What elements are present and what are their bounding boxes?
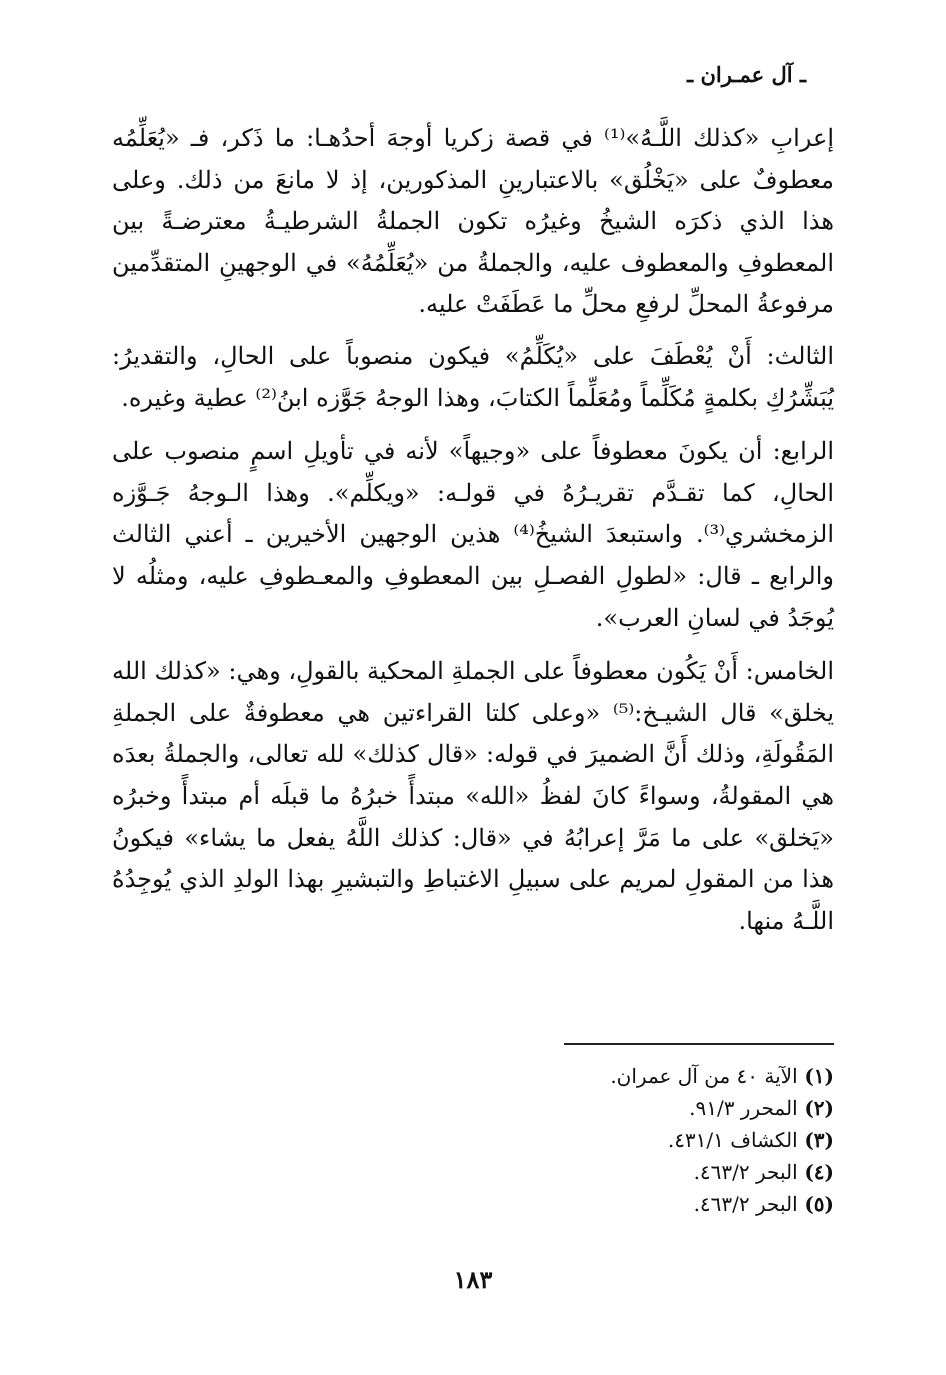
paragraph-2: الثالث: أَنْ يُعْطَفَ على «يُكَلِّمُ» فيكون منصوباً على الحالِ، والتقديرُ: يُبَشِّرُكِ بكلمةٍ مُكَلِّماً ومُعَلِّماً الكتابَ، وهذا الوجهُ جَوَّزه ابنُ⁽²⁾ عطية وغيره. — [112, 341, 834, 412]
footnote-item — [414, 1124, 834, 1156]
footnote-item — [414, 1092, 834, 1124]
paragraph-1: إعرابِ «كذلك اللَّـهُ»⁽¹⁾ في قصة زكريا أوجهَ أحدُهـا: ما ذَكر، فـ «يُعَلِّمُه معطوفٌ على «يَخْلُق» بالاعتبارينِ المذكورين، إذ لا مانعَ من ذلك. وعلى هذا الذي ذكرَه الشيخُ وغيرُه تكون الجملةُ الشرطيـةُ معترضـةً بين المعطوفِ والمعطوف عليه، والجملةُ من «يُعَلِّمُهُ» في الوجهينِ المتقدِّمين مرفوعةُ المحلِّ لرفعِ محلِّ ما عَطَفَتْ عليه. — [112, 124, 835, 319]
footnote-number: (٣) — [804, 1128, 834, 1152]
paragraph-4: الخامس: أَنْ يَكُون معطوفاً على الجملةِ المحكية بالقولِ، وهي: «كذلك الله يخلق» قال الشيـخ:⁽⁵⁾ «وعلى كلتا القراءتين هي معطوفةٌ على الجملةِ المَقُولَةِ، وذلك أَنَّ الضميرَ في قوله: «قال كذلك» لله تعالى، والجملةُ بعدَه هي المقولةُ، وسواءً كانَ لفظُ «الله» مبتدأً خبرُهُ ما قبلَه أم مبتدأً وخبرُه «يَخلق» على ما مَرَّ إعرابُهُ في «قال: كذلك اللَّهُ يفعل ما يشاء» فيكونُ هذا من المقولِ لمريم على سبيلِ الاغتباطِ والتبشيرِ بهذا الولدِ الذي يُوجِدُهُ اللَّـهُ منها. — [112, 657, 834, 935]
footnote-item — [414, 1156, 834, 1188]
paragraph-3: الرابع: أن يكونَ معطوفاً على «وجيهاً» لأنه في تأويلِ اسمٍ منصوب على الحالِ، كما تقـدَّم تقريـرُهُ في قولـه: «ويكلِّم». وهذا الـوجهُ جَـوَّزه الزمخشري⁽³⁾. واستبعدَ الشيخُ⁽⁴⁾ هذين الوجهين الأخيرين ـ أعني الثالث والرابع ـ قال: «لطولِ الفصـلِ بين المعطوفِ والمعـطوفِ عليه، ومثلُه لا يُوجَدُ في لسانِ العرب». — [112, 437, 834, 632]
footnote-number: (٥) — [804, 1192, 834, 1216]
footnote-text: الآية ٤٠ من آل عمران. — [610, 1064, 798, 1088]
footnote-text: المحرر ٩١/٣. — [689, 1096, 798, 1120]
footnote-item — [414, 1060, 834, 1092]
footnote-number: (٢) — [804, 1096, 834, 1120]
footnote-text: البحر ٤٦٣/٢. — [693, 1160, 798, 1184]
footnote-divider — [564, 1043, 834, 1045]
footnote-item — [414, 1188, 834, 1220]
footnote-number: (٤) — [804, 1160, 834, 1184]
footnotes-list — [414, 1060, 834, 1220]
running-header: ـ آل عمـران ـ — [687, 62, 806, 87]
footnote-text: الكشاف ٤٣١/١. — [667, 1128, 798, 1152]
page-number: ١٨٣ — [453, 1265, 493, 1294]
body-text — [112, 118, 834, 954]
footnote-number: (١) — [804, 1064, 834, 1088]
footnote-text: البحر ٤٦٣/٢. — [693, 1192, 798, 1216]
